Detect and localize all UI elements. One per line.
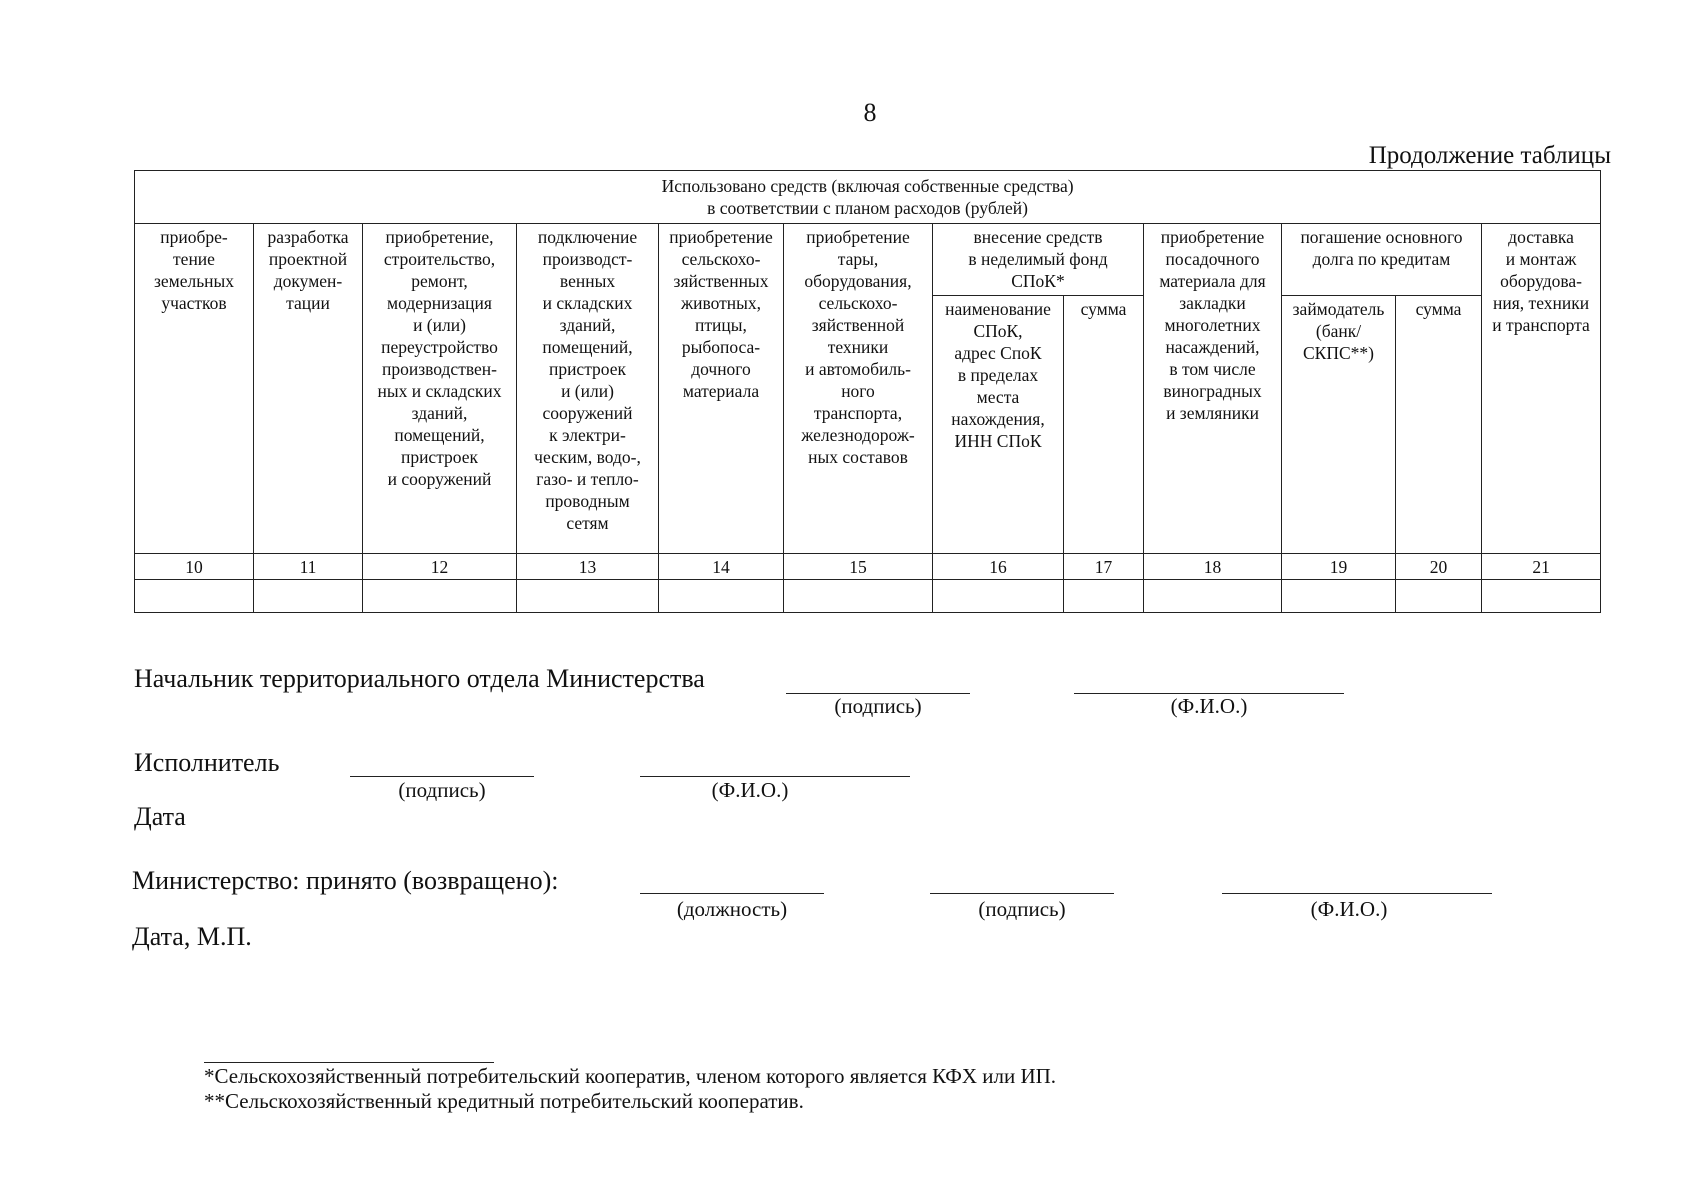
head-label: Начальник территориального отдела Министерства bbox=[134, 664, 705, 693]
header-line: и складских bbox=[542, 293, 633, 313]
group-header bbox=[135, 171, 1601, 224]
executor-signature-line[interactable] bbox=[350, 776, 534, 777]
header-line: зяйственной bbox=[811, 315, 905, 335]
header-line: и сооружений bbox=[387, 469, 492, 489]
empty-cell[interactable] bbox=[517, 580, 659, 613]
header-line: венных bbox=[559, 271, 616, 291]
column-number: 10 bbox=[135, 554, 254, 580]
header-line: ных и складских bbox=[377, 381, 502, 401]
ministry-name-line[interactable] bbox=[1222, 893, 1492, 894]
header-line: ческим, водо-, bbox=[534, 447, 641, 467]
header-line: разработка bbox=[267, 227, 349, 247]
col-header-15 bbox=[784, 224, 933, 554]
col-header-12 bbox=[363, 224, 517, 554]
header-line: и (или) bbox=[413, 315, 466, 335]
header-line: проектной bbox=[268, 249, 348, 269]
header-line: проводным bbox=[545, 491, 630, 511]
header-line: виноградных bbox=[1163, 381, 1262, 401]
header-line: зданий, bbox=[411, 403, 468, 423]
column-number: 12 bbox=[363, 554, 517, 580]
header-line: производствен- bbox=[382, 359, 497, 379]
header-line: сооружений bbox=[542, 403, 633, 423]
name-caption: (Ф.И.О.) bbox=[1310, 897, 1388, 921]
col-header-16 bbox=[933, 296, 1064, 554]
col-header-10 bbox=[135, 224, 254, 554]
empty-cell[interactable] bbox=[784, 580, 933, 613]
header-line: доставка bbox=[1508, 227, 1574, 247]
col-header-19 bbox=[1282, 296, 1396, 554]
header-line: многолетних bbox=[1164, 315, 1261, 335]
header-line: оборудова- bbox=[1500, 271, 1582, 291]
header-line: ного bbox=[841, 381, 875, 401]
header-line: СПоК, bbox=[973, 321, 1023, 341]
header-line: газо- и тепло- bbox=[536, 469, 639, 489]
header-line: сумма bbox=[1080, 299, 1127, 319]
header-line: техники bbox=[827, 337, 889, 357]
header-line: нахождения, bbox=[951, 409, 1045, 429]
col-header-17 bbox=[1064, 296, 1144, 554]
header-line: приобретение, bbox=[385, 227, 494, 247]
column-header-row bbox=[135, 224, 1601, 296]
header-line: сумма bbox=[1415, 299, 1462, 319]
column-number: 13 bbox=[517, 554, 659, 580]
header-line: посадочного bbox=[1165, 249, 1260, 269]
col-header-11 bbox=[254, 224, 363, 554]
column-number: 16 bbox=[933, 554, 1064, 580]
empty-cell[interactable] bbox=[1064, 580, 1144, 613]
header-line: пристроек bbox=[400, 447, 479, 467]
column-number: 11 bbox=[254, 554, 363, 580]
header-line: СПоК* bbox=[1011, 271, 1065, 291]
header-line: переустройство bbox=[381, 337, 498, 357]
header-line: железнодорож- bbox=[801, 425, 915, 445]
group-header-line: Использовано средств (включая собственные средства) bbox=[661, 176, 1074, 196]
header-line: места bbox=[976, 387, 1020, 407]
footnote-divider bbox=[204, 1062, 494, 1063]
column-number-row bbox=[135, 554, 1601, 580]
date-stamp-label: Дата, М.П. bbox=[132, 922, 252, 951]
column-number: 19 bbox=[1282, 554, 1396, 580]
header-line: внесение средств bbox=[973, 227, 1103, 247]
header-line: (банк/ bbox=[1315, 321, 1362, 341]
header-line: земельных bbox=[153, 271, 235, 291]
executor-label: Исполнитель bbox=[134, 748, 280, 777]
page-number: 8 bbox=[863, 98, 877, 127]
continuation-label: Продолжение таблицы bbox=[1368, 142, 1611, 169]
empty-cell[interactable] bbox=[135, 580, 254, 613]
header-line: приобретение bbox=[1160, 227, 1265, 247]
header-line: строительство, bbox=[383, 249, 496, 269]
header-line: к электри- bbox=[549, 425, 626, 445]
header-line: тары, bbox=[837, 249, 879, 269]
col-header-13 bbox=[517, 224, 659, 554]
header-line: в том числе bbox=[1169, 359, 1256, 379]
empty-cell[interactable] bbox=[933, 580, 1064, 613]
header-line: докумен- bbox=[273, 271, 343, 291]
header-line: модернизация bbox=[387, 293, 492, 313]
footnote-2: **Сельскохозяйственный кредитный потребительский кооператив. bbox=[204, 1089, 804, 1113]
header-line: подключение bbox=[537, 227, 638, 247]
header-line: ИНН СПоК bbox=[954, 431, 1042, 451]
header-line: производст- bbox=[542, 249, 633, 269]
group-header-row bbox=[135, 171, 1601, 224]
header-line: адрес СпоК bbox=[954, 343, 1042, 363]
empty-cell[interactable] bbox=[1282, 580, 1396, 613]
column-number: 18 bbox=[1144, 554, 1282, 580]
header-line: займодатель bbox=[1292, 299, 1385, 319]
header-line: в пределах bbox=[957, 365, 1039, 385]
header-line: и транспорта bbox=[1492, 315, 1590, 335]
group-header-line: в соответствии с планом расходов (рублей) bbox=[707, 198, 1028, 218]
col-header-21 bbox=[1482, 224, 1601, 554]
empty-cell[interactable] bbox=[1144, 580, 1282, 613]
name-caption: (Ф.И.О.) bbox=[1170, 694, 1248, 718]
header-line: сельскохо- bbox=[818, 293, 898, 313]
empty-cell[interactable] bbox=[1482, 580, 1601, 613]
header-line: сельскохо- bbox=[681, 249, 761, 269]
header-line: погашение основного bbox=[1300, 227, 1463, 247]
header-line: дочного bbox=[691, 359, 751, 379]
column-number: 20 bbox=[1396, 554, 1482, 580]
header-line: участков bbox=[161, 293, 227, 313]
expenses-table bbox=[134, 170, 1601, 613]
name-caption: (Ф.И.О.) bbox=[711, 778, 789, 802]
empty-data-row bbox=[135, 580, 1601, 613]
signature-caption: (подпись) bbox=[978, 897, 1066, 921]
col-group-header-19-20 bbox=[1282, 224, 1482, 296]
ministry-signature-line[interactable] bbox=[930, 893, 1114, 894]
header-line: ных составов bbox=[808, 447, 908, 467]
column-number: 17 bbox=[1064, 554, 1144, 580]
header-line: насаждений, bbox=[1165, 337, 1260, 357]
col-header-18 bbox=[1144, 224, 1282, 554]
header-line: оборудования, bbox=[804, 271, 912, 291]
col-header-14 bbox=[659, 224, 784, 554]
header-line: наименование bbox=[945, 299, 1051, 319]
empty-cell[interactable] bbox=[363, 580, 517, 613]
header-line: помещений, bbox=[394, 425, 485, 445]
header-line: и монтаж bbox=[1505, 249, 1577, 269]
header-line: долга по кредитам bbox=[1312, 249, 1451, 269]
header-line: тации bbox=[286, 293, 330, 313]
header-line: СКПС**) bbox=[1303, 343, 1374, 363]
empty-cell[interactable] bbox=[254, 580, 363, 613]
empty-cell[interactable] bbox=[1396, 580, 1482, 613]
header-line: тение bbox=[173, 249, 215, 269]
header-line: материала для bbox=[1159, 271, 1266, 291]
header-line: приобре- bbox=[160, 227, 228, 247]
signature-caption: (подпись) bbox=[398, 778, 486, 802]
col-group-header-16-17 bbox=[933, 224, 1144, 296]
header-line: и (или) bbox=[561, 381, 614, 401]
ministry-label: Министерство: принято (возвращено): bbox=[132, 866, 559, 895]
header-line: закладки bbox=[1179, 293, 1246, 313]
header-line: рыбопоса- bbox=[681, 337, 761, 357]
header-line: приобретение bbox=[669, 227, 773, 247]
header-line: и земляники bbox=[1166, 403, 1259, 423]
column-number: 14 bbox=[659, 554, 784, 580]
header-line: ремонт, bbox=[411, 271, 468, 291]
header-line: и автомобиль- bbox=[805, 359, 911, 379]
column-number: 21 bbox=[1482, 554, 1601, 580]
header-line: материала bbox=[682, 381, 760, 401]
header-line: зяйственных bbox=[673, 271, 769, 291]
signature-caption: (подпись) bbox=[834, 694, 922, 718]
footnote-1: *Сельскохозяйственный потребительский кооператив, членом которого является КФХ или ИП. bbox=[204, 1064, 1057, 1088]
header-line: приобретение bbox=[806, 227, 910, 247]
column-number: 15 bbox=[784, 554, 933, 580]
header-line: сетям bbox=[566, 513, 609, 533]
position-caption: (должность) bbox=[676, 897, 788, 921]
executor-name-line[interactable] bbox=[640, 776, 910, 777]
header-line: пристроек bbox=[548, 359, 627, 379]
empty-cell[interactable] bbox=[659, 580, 784, 613]
header-line: ния, техники bbox=[1493, 293, 1590, 313]
header-line: птицы, bbox=[695, 315, 747, 335]
col-header-20 bbox=[1396, 296, 1482, 554]
header-line: помещений, bbox=[542, 337, 633, 357]
date-label: Дата bbox=[134, 802, 186, 831]
ministry-position-line[interactable] bbox=[640, 893, 824, 894]
header-line: зданий, bbox=[559, 315, 616, 335]
header-line: животных, bbox=[680, 293, 761, 313]
header-line: транспорта, bbox=[813, 403, 903, 423]
header-line: в неделимый фонд bbox=[968, 249, 1108, 269]
